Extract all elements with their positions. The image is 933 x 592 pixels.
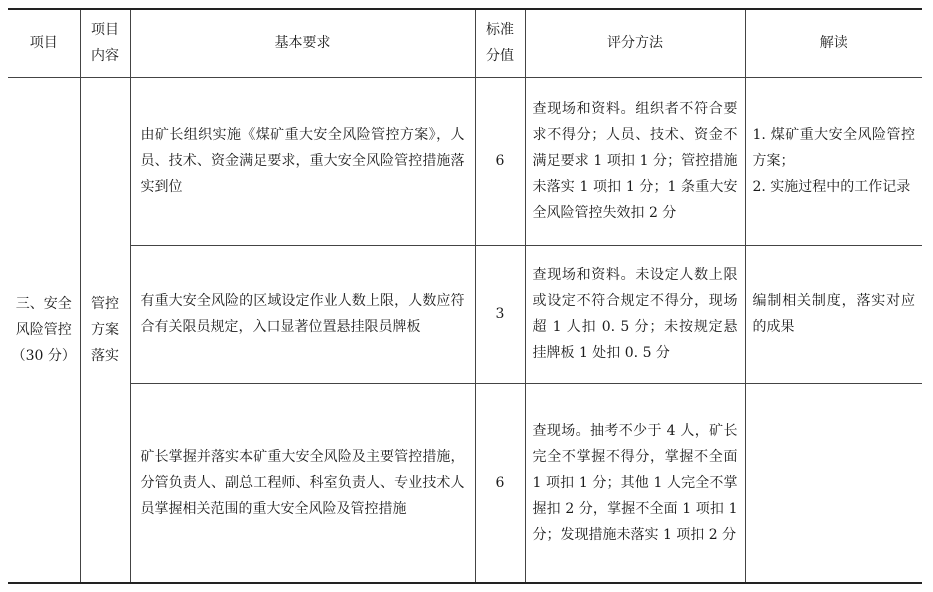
requirement-cell: 有重大安全风险的区域设定作业人数上限，人数应符合有关限员规定，入口显著位置悬挂限员牌板 [130, 245, 475, 383]
requirement-cell: 矿长掌握并落实本矿重大安全风险及主要管控措施，分管负责人、副总工程师、科室负责人、专业技术人员掌握相关范围的重大安全风险及管控措施 [130, 383, 475, 583]
method-cell: 查现场和资料。未设定人数上限或设定不符合规定不得分，现场超 1 人扣 0. 5 分；未按规定悬挂牌板 1 处扣 0. 5 分 [525, 245, 745, 383]
table-row [8, 383, 922, 583]
header-score: 标准 分值 [475, 9, 525, 77]
method-cell: 查现场和资料。组织者不符合要求不得分；人员、技术、资金不满足要求 1 项扣 1 分；管控措施未落实 1 项扣 1 分；1 条重大安全风险管控失效扣 2 分 [525, 77, 745, 245]
table-row [8, 77, 922, 245]
section-item-cell: 三、安全 风险管控 （30 分） [8, 77, 80, 583]
header-item: 项目 [8, 9, 80, 77]
interpretation-cell-empty [745, 383, 922, 583]
header-method: 评分方法 [525, 9, 745, 77]
method-cell: 查现场。抽考不少于 4 人，矿长完全不掌握不得分，掌握不全面 1 项扣 1 分；其他 1 人完全不掌握扣 2 分，掌握不全面 1 项扣 1 分；发现措施未落实 1 项扣 2 分 [525, 383, 745, 583]
header-content: 项目 内容 [80, 9, 130, 77]
interpretation-cell: 编制相关制度，落实对应的成果 [745, 245, 922, 383]
interpretation-cell: 1. 煤矿重大安全风险管控方案； 2. 实施过程中的工作记录 [745, 77, 922, 245]
header-row [8, 9, 922, 77]
score-table [8, 8, 922, 584]
requirement-cell: 由矿长组织实施《煤矿重大安全风险管控方案》，人员、技术、资金满足要求，重大安全风险管控措施落实到位 [130, 77, 475, 245]
header-interpretation: 解读 [745, 9, 922, 77]
score-cell: 6 [475, 77, 525, 245]
table-row [8, 245, 922, 383]
header-requirement: 基本要求 [130, 9, 475, 77]
score-cell: 6 [475, 383, 525, 583]
section-content-cell: 管控 方案 落实 [80, 77, 130, 583]
score-cell: 3 [475, 245, 525, 383]
